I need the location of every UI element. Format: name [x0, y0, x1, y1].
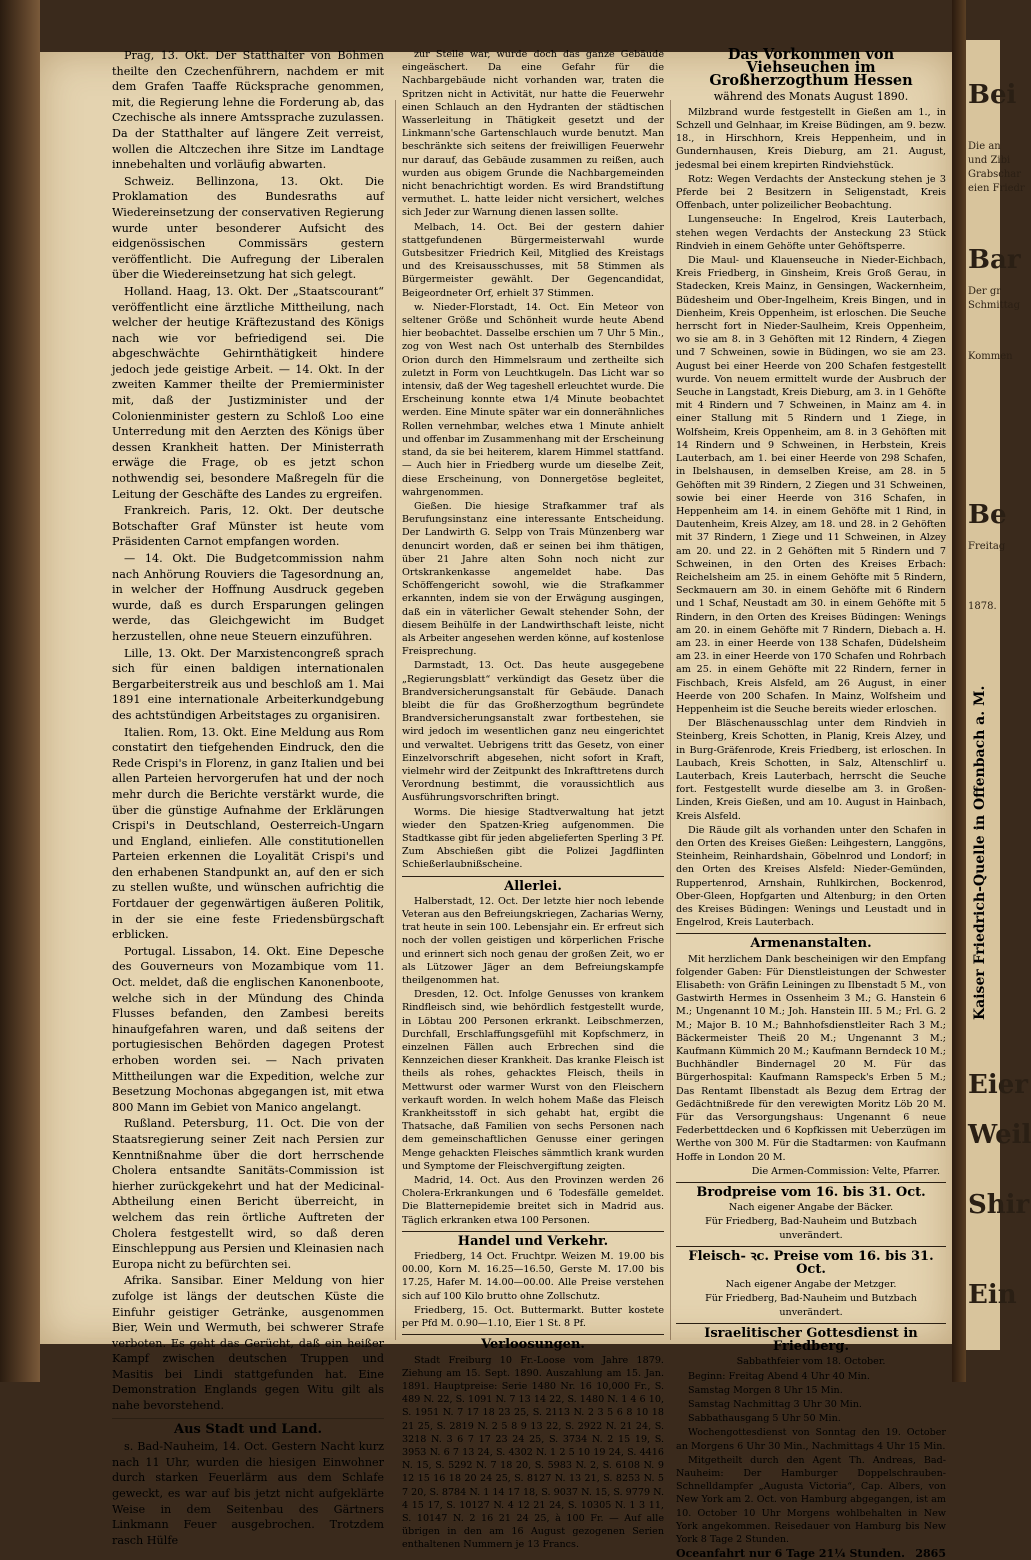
next-page-text: Weil — [968, 1120, 1031, 1150]
section-heading: Allerlei. — [402, 876, 664, 893]
article-subtitle: während des Monats August 1890. — [713, 89, 909, 103]
article-paragraph: Friedberg, 15. Oct. Buttermarkt. Butter kostete per Pfd M. 0.90—1.10, Eier 1 St. 8 Pf. — [402, 1304, 664, 1330]
article-paragraph: zur Stelle war, wurde doch das ganze Gebäude eingeäschert. Da eine Gefahr für die Nachbargebäude nicht vorhanden war, traten die Spritzen nicht in Activität, nur hatte die Feuerwehr einen Schlauch an den Hydranten der städtischen Wasserleitung in Thätigkeit gesetzt und der Linkmann'sche Gartenschlauch wurde benutzt. Man beschränkte sich seitens der freiwilligen Feuerwehr nur darauf, das Gebäude zusammen zu reißen, auch wurden aus obigem Grunde die Nachbargemeinden nicht benachrichtigt worden. Es wird Brandstiftung vermuthet. L. hatte leider nicht versichert, welches sich Jeder zur Warnung dienen lassen sollte. — [402, 49, 664, 219]
next-page-text: Be — [968, 500, 1007, 530]
article-paragraph: Friedberg, 14 Oct. Fruchtpr. Weizen M. 19.00 bis 00.00, Korn M. 16.25—16.50, Gerste M. 17.00 bis 17.25, Hafer M. 14.00—00.00. Alle Preise verstehen sich auf 100 Kilo brutto ohne Zollschutz. — [402, 1251, 664, 1302]
column-left — [112, 48, 384, 1547]
next-page-text: Der gr — [968, 286, 1002, 297]
article-title: Das Vorkommen von Viehseuchen im Großherzogthum Hessen — [709, 46, 913, 90]
section-heading: Israelitischer Gottesdienst in Friedberg. — [676, 1323, 946, 1353]
section-heading: Verloosungen. — [402, 1334, 664, 1351]
next-page-text: Die an — [968, 141, 1001, 152]
article-paragraph: Rußland. Petersburg, 11. Oct. Die von der Staatsregierung seiner Zeit nach Persien zur Kenntnißnahme über die dort herrschende Cholera entsandte Sanitäts-Commission ist hierher zurückgekehrt und hat der Medicinal-Abtheilung einen Bericht überreicht, in welchem das rein örtliche Auftreten der Cholera festgestellt wird, so daß deren Einschleppung aus Persien und Kleinasien nach Europa nicht zu befürchten sei. — [112, 1117, 384, 1271]
article-paragraph: Italien. Rom, 13. Okt. Eine Meldung aus Rom constatirt den tiefgehenden Eindruck, den die Rede Crispi's in Florenz, in ganz Italien und bei allen Parteien hervorgerufen hat und der noch mehr durch die Berichte verstärkt wurde, die über die günstige Aufnahme der Erklärungen Crispi's in Deutschland, Oesterreich-Ungarn und England, einliefen. Alle constitutionellen Parteien erkennen die Loyalität Crispi's und den erhabenen Standpunkt an, auf den er sich zu stellen wußte, und wünschen aufrichtig die Fortdauer der gegenwärtigen äußeren Politik, in der sie eine feste Friedensbürgschaft erblicken. — [112, 725, 384, 942]
section-heading: Armenanstalten. — [676, 933, 946, 950]
notice-line: Samstag Morgen 8 Uhr 15 Min. — [688, 1384, 843, 1396]
section-heading: Handel und Verkehr. — [402, 1231, 664, 1248]
signature-line: Die Armen-Commission: Velte, Pfarrer. — [751, 1165, 940, 1177]
next-page-text: Eier — [968, 1070, 1028, 1100]
page-number: 2865 — [915, 1547, 946, 1560]
article-paragraph: Darmstadt, 13. Oct. Das heute ausgegebene „Regierungsblatt“ verkündigt das Gesetz über die Brandversicherungsanstalt für Gebäude. Danach bleibt die für das Großherzogthum begründete Brandversicherungsanstalt zwar fortbestehen, sie wird jedoch im wesentlichen ganz neu eingerichtet und verwaltet. Uebrigens tritt das Gesetz, von einer Einzelvorschrift abgesehen, nicht sofort in Kraft, vielmehr wird der Zeitpunkt des Inkrafttretens durch Verordnung bestimmt, die voraussichtlich aus Ausführungsvorschriften bringt. — [402, 660, 664, 804]
article-paragraph: Lille, 13. Okt. Der Marxistencongreß sprach sich für einen baldigen internationalen Bergarbeiterstreik aus und beschloß am 1. Mai 1891 eine internationale Arbeiterkundgebung des achtstündigen Arbeitstages zu organisiren. — [112, 646, 384, 722]
article-paragraph: Schweiz. Bellinzona, 13. Okt. Die Proklamation des Bundesraths auf Wiedereinsetzung der conservativen Regierung wurde unter besonderer Aufsicht des eidgenössischen Commissärs gestern veröffentlicht. Die Aufregung der Liberalen über die Wiedereinsetzung hat sich gelegt. — [112, 174, 384, 282]
article-paragraph: Die Räude gilt als vorhanden unter den Schafen in den Orten des Kreises Gießen: Leihgestern, Langgöns, Steinheim, Reinhardshain, Göbelnrod und Londorf; in den Orten des Kreises Alsfeld: Nieder-Gemünden, Ruppertenrod, Arnshain, Ruhlkirchen, Bockenrod, Ober-Gleen, Hopfgarten und Altenburg; in den Orten des Kreises Büdingen: Wenings und Leustadt und in Engelrod, Kreis Lauterbach. — [676, 824, 946, 929]
next-page-text: Ein — [968, 1280, 1017, 1310]
article-paragraph: Melbach, 14. Oct. Bei der gestern dahier stattgefundenen Bürgermeisterwahl wurde Gutsbesitzer Friedrich Keil, Mitglied des Kreistags und des Kreisausschusses, mit 58 Stimmen als Bürgermeister gewählt. Der Gegencandidat, Beigeordneter Orf, erhielt 37 Stimmen. — [402, 221, 664, 299]
column-right — [676, 46, 947, 1560]
next-page-text: Schmittag — [968, 300, 1020, 311]
article-paragraph: Dresden, 12. Oct. Infolge Genusses von krankem Rindfleisch sind, wie behördlich festgestellt wurde, in Löbtau 200 Personen erkrankt. Leibschmerzen, Durchfall, Erschlaffungsgefühl mit Kopfschmerz, in einzelnen Fällen auch Erbrechen sind die Kennzeichen dieser Krankheit. Das kranke Fleisch ist theils als rohes, gehacktes Fleisch, theils in Mettwurst oder warmer Wurst von den Fleischern verkauft worden. In welch hohem Maße das Fleisch Krankheitsstoff in sich gehabt hat, ergibt die Thatsache, daß Familien von sechs Personen nach dem gemeinschaftlichen Genusse einer geringen Menge gehackten Fleisches sämmtlich krank wurden und Symptome der Fleischvergiftung zeigten. — [402, 989, 664, 1172]
article-paragraph: Halberstadt, 12. Oct. Der letzte hier noch lebende Veteran aus den Befreiungskriegen, Zacharias Werny, trat heute in sein 100. Lebensjahr ein. Er erfreut sich noch der vollen geistigen und körperlichen Frische und erinnert sich noch genau der großen Zeit, wo er als Lützower Jäger an dem Befreiungskampfe theilgenommen hat. — [402, 895, 664, 987]
column-divider — [670, 100, 671, 1340]
book-edge — [0, 0, 40, 1382]
article-paragraph: Madrid, 14. Oct. Aus den Provinzen werden 26 Cholera-Erkrankungen und 6 Todesfälle gemeldet. Die Blatternepidemie breitet sich in Madrid aus. Täglich erkranken etwa 100 Personen. — [402, 1175, 664, 1226]
article-paragraph: Lungenseuche: In Engelrod, Kreis Lauterbach, stehen wegen Verdachts der Ansteckung 23 Stück Rindvieh in einem Gehöfte unter Gehöftsperre. — [676, 214, 946, 252]
next-page-text: Grabschar — [968, 169, 1022, 180]
article-paragraph: w. Nieder-Florstadt, 14. Oct. Ein Meteor von seltener Größe und Schönheit wurde heute Abend hier beobachtet. Dasselbe erschien um 7 Uhr 5 Min., zog von West nach Ost unterhalb des Sternbildes Orion durch den Himmelsraum und zertheilte sich zuletzt in Form von Leuchtkugeln. Das Licht war so intensiv, daß der Weg tageshell erleuchtet wurde. Die Erscheinung konnte etwa 1/4 Minute beobachtet werden. Eine Minute später war ein donnerähnliches Rollen vernehmbar, welches etwa 1 Minute anhielt und offenbar im Zusammenhang mit der Erscheinung stand, da sie bei heiterem, klarem Himmel stattfand. — Auch hier in Friedberg wurde um dieselbe Zeit, diese Erscheinung, von Donnergetöse begleitet, wahrgenommen. — [402, 301, 664, 498]
column-middle — [402, 48, 664, 1551]
article-paragraph: Prag, 13. Okt. Der Statthalter von Böhmen theilte den Czechenführern, nachdem er mit dem Grafen Taaffe Rücksprache genommen, mit, die Regierung lehne die Forderung ab, das Czechische als innere Amtssprache zuzulassen. Da der Statthalter auf längere Zeit verreist, wollen die Altczechen ihre Sitze im Landtage innebehalten und vorläufig abwarten. — [112, 49, 384, 172]
notice-line: Sabbathfeier vom 18. October. — [736, 1356, 886, 1368]
article-paragraph: Stadt Freiburg 10 Fr.-Loose vom Jahre 1879. Ziehung am 15. Sept. 1890. Auszahlung am 15. Jan. 1891. Hauptpreise: Serie 1480 Nr. 16 10,000 Fr., S. 489 N. 22, S. 1091 N. 7 13 14 22, S. 1480 N. 1 4 6 10, S. 1951 N. 7 17 18 23 25, S. 2113 N. 2 3 5 6 8 10 18 21 25, S. 2819 N. 2 5 8 9 13 22, S. 2922 N. 21 24, S. 3218 N. 3 6 7 17 23 24 25, S. 3734 N. 2 15 19, S. 3953 N. 6 7 13 24, S. 4302 N. 1 2 5 10 19 24, S. 4416 N. 15, S. 5292 N. 7 18 20, S. 5983 N. 2, S. 6108 N. 9 12 15 16 18 20 24 25, S. 8127 N. 13 21, S. 8253 N. 5 7 20, S. 8784 N. 1 14 17 18, S. 9037 N. 15, S. 9779 N. 4 15 17, S. 10127 N. 4 12 21 24, S. 10305 N. 1 3 11, S. 10147 N. 2 16 21 24 25, à 100 Fr. — Auf alle übrigen in den am 16 August gezogenen Serien enthaltenen Nummern je 13 Francs. — [402, 1354, 664, 1551]
ocean-voyage-text: Oceanfahrt nur 6 Tage 21¼ Stunden. — [676, 1547, 905, 1560]
article-paragraph: Mitgetheilt durch den Agent Th. Andreas, Bad-Nauheim: Der Hamburger Doppelschrauben-Schnelldampfer „Augusta Victoria“, Cap. Albers, von New York am 2. Oct. von Hamburg abgegangen, ist am 10. October 10 Uhr Morgens wohlbehalten in New York angekommen. Reisedauer von Hamburg bis New York 8 Tage 2 Stunden. — [676, 1454, 946, 1545]
next-page-text: 1878. — [968, 601, 997, 612]
next-page-text: Bar — [968, 245, 1021, 275]
article-paragraph: Milzbrand wurde festgestellt in Gießen am 1., in Schzell und Gelnhaar, im Kreise Büdingen, am 9. bezw. 18., in Hirschhorn, Kreis Heppenheim, und in Gundernhausen, Kreis Dieburg, am 21. August, jedesmal bei einem krepirten Rindviehstück. — [676, 106, 946, 171]
next-page-text: Shir — [968, 1190, 1030, 1220]
notice-line: Beginn: Freitag Abend 4 Uhr 40 Min. — [688, 1370, 870, 1382]
notice-line: Wochengottesdienst von Sonntag den 19. October an Morgens 6 Uhr 30 Min., Nachmittags 4 Uhr 15 Min. — [676, 1427, 946, 1452]
article-paragraph: Der Bläschenausschlag unter dem Rindvieh in Steinberg, Kreis Schotten, in Planig, Kreis Alzey, und in Burg-Gräfenrode, Kreis Friedberg, ist erloschen. In Laubach, Kreis Schotten, in Salz, Altenschlirf u. Lauterbach, Kreis Lauterbach, herrscht die Seuche fort. Festgestellt wurde dieselbe am 3. in Großen-Linden, Kreis Gießen, und am 10. August in Hainbach, Kreis Alsfeld. — [676, 718, 946, 822]
notice-line: Für Friedberg, Bad-Nauheim und Butzbach unverändert. — [705, 1216, 917, 1241]
article-paragraph: Holland. Haag, 13. Okt. Der „Staatscourant“ veröffentlicht eine ärztliche Mittheilung, nach welcher der heutige Kräftezustand des Königs nach wie vor befriedigend sei. Die abgeschwächte Gehirnthätigkeit hindere jedoch jede geistige Arbeit. — 14. Okt. In der zweiten Kammer theilte der Premierminister mit, daß der Justizminister und der Colonienminister gestern zu Schloß Loo eine Unterredung mit den Aerzten des Königs über dessen Krankheit hatten. Der Ministerrath erwäge die Frage, ob es jetzt schon nothwendig sei, besondere Maßregeln für die Leitung der Geschäfte des Landes zu ergreifen. — [112, 284, 384, 501]
next-page-fragment — [966, 40, 1031, 1350]
next-page-text: eien Friedr — [968, 183, 1025, 194]
next-page-vertical-ad: Kaiser Friedrich-Quelle in Offenbach a. M. — [972, 685, 988, 1020]
notice-line: Für Friedberg, Bad-Nauheim und Butzbach unverändert. — [705, 1293, 917, 1318]
article-paragraph: Afrika. Sansibar. Einer Meldung von hier zufolge ist längs der deutschen Küste die Einfuhr geistiger Getränke, ausgenommen Bier, Wein und Wermuth, bei schwerer Strafe verboten. Es geht das Gerücht, daß ein heißer Kampf zwischen deutschen Truppen und Masitis bei Lindi stattgefunden hat. Eine Demonstration Englands gegen Witu gilt als nahe bevorstehend. — [112, 1274, 384, 1413]
section-heading: Aus Stadt und Land. — [112, 1418, 384, 1438]
article-paragraph: Mit herzlichem Dank bescheinigen wir den Empfang folgender Gaben: Für Dienstleistungen der Schwester Elisabeth: von Gräfin Leiningen zu Ilbenstadt 5 M., von Gastwirth Hermes in Ossenheim 3 M.; G. Hanstein 6 M.; Ungenannt 10 M.; Joh. Hanstein III. 5 M.; Frl. G. 2 M.; Major B. 10 M.; Bahnhofsdienstleiter Rach 3 M.; Bäckermeister Theiß 20 M.; Ungenannt 3 M.; Kaufmann Kümmich 20 M.; Kaufmann Berndeck 10 M.; Buchhändler Bindernagel 20 M. Für das Bürgerhospital: Kaufmann Ramspeck's Erben 5 M.; Das Rentamt Ilbenstadt als Bezug dem Ertrag der Gedächtnißrede für den verewigten Moritz Löb 20 M. Für das Versorgungshaus: Ungenannt 6 neue Federbettdecken und 6 Kopfkissen mit Ueberzügen im Werthe von 300 M. Für die Stadtarmen: von Kaufmann Hoffe in London 20 M. — [676, 953, 947, 1163]
column-divider — [395, 100, 396, 1340]
next-page-text: Bei — [968, 80, 1017, 110]
notice-line: Nach eigener Angabe der Metzger. — [725, 1279, 897, 1291]
article-paragraph: Die Maul- und Klauenseuche in Nieder-Eichbach, Kreis Friedberg, in Ginsheim, Kreis Groß Gerau, in Stadecken, Kreis Mainz, in Gensingen, Wackernheim, Büdesheim und Ober-Ingelheim, Kreis Bingen, und in Dienheim, Kreis Oppenheim, ist erloschen. Die Seuche herrscht fort in Nieder-Saulheim, Kreis Oppenheim, wo sie am 8. in 3 Gehöften mit 12 Rindern, 4 Ziegen und 7 Schweinen, sowie in Büdingen, wo sie am 23. August bei einer Heerde von 200 Schafen festgestellt wurde. Von neuem ermittelt wurde der Ausbruch der Seuche in Langstadt, Kreis Dieburg, am 3. in 1 Gehöfte mit 4 Rindern und 7 Schweinen, in Mainz am 4. in einer Stallung mit 5 Rindern und 1 Ziege, in Wolfsheim, Kreis Oppenheim, am 8. in 3 Gehöften mit 14 Rindern und 9 Schweinen, in Herbstein, Kreis Lauterbach, am 1. bei einer Heerde von 298 Schafen, in Ibelshausen, in demselben Kreise, am 28. in 5 Gehöften mit 39 Rindern, 2 Ziegen und 31 Schweinen, sowie bei einer Heerde von 316 Schafen, in Heppenheim am 14. in einem Gehöfte mit 1 Rind, in Dautenheim, Kreis Alzey, am 18. und 28. in 2 Gehöften mit 37 Rindern, 1 Ziege und 11 Schweinen, in Alzey am 20. und 22. in 2 Gehöften mit 5 Rindern und 7 Schweinen, in den Orten des Kreises Erbach: Reichelsheim am 25. in einem Gehöfte mit 5 Rindern, Seckmauern am 30. in einem Gehöfte mit 6 Rindern und 1 Schaf, Neustadt am 30. in einem Gehöfte mit 5 Rindern, in den Orten des Kreises Büdingen: Wenings am 20. in einem Gehöfte mit 7 Rindern, Diebach a. H. am 23. in einer Heerde von 138 Schafen, Düdelsheim am 23. in einer Heerde von 170 Schafen und Rohrbach am 25. in einem Gehöfte mit 22 Rindern, ferner in Fischbach, Kreis Alsfeld, am 26 August, in einer Heerde von 200 Schafen. In Mainz, Wolfsheim und Heppenheim ist die Seuche bereits wieder erloschen. — [676, 255, 946, 715]
article-paragraph: Portugal. Lissabon, 14. Okt. Eine Depesche des Gouverneurs von Mozambique vom 11. Oct. meldet, daß die englischen Kanonenboote, welche sich in der Mündung des Chinda Flusses befanden, den Zambesi bereits hinaufgefahren waren, und daß seitens der portugiesischen Behörden dagegen Protest erhoben worden sei. — Nach privaten Mittheilungen war die Expedition, welche zur Besetzung Mochonas abgegangen ist, mit etwa 800 Mann im Gebiet von Manico angelangt. — [112, 944, 384, 1114]
notice-line: Nach eigener Angabe der Bäcker. — [728, 1202, 894, 1214]
notice-line: Sabbathausgang 5 Uhr 50 Min. — [688, 1413, 841, 1425]
page-gutter — [952, 0, 966, 1382]
notice-line: Samstag Nachmittag 3 Uhr 30 Min. — [688, 1398, 862, 1410]
article-paragraph: Frankreich. Paris, 12. Okt. Der deutsche Botschafter Graf Münster ist heute vom Präsidenten Carnot empfangen worden. — [112, 504, 384, 549]
next-page-text: Kommen — [968, 351, 1013, 362]
section-heading: Brodpreise vom 16. bis 31. Oct. — [676, 1182, 946, 1199]
next-page-text: Freitag — [968, 541, 1006, 552]
article-paragraph: Rotz: Wegen Verdachts der Ansteckung stehen je 3 Pferde bei 2 Besitzern in Seligenstadt, Kreis Offenbach, unter polizeilicher Beobachtung. — [676, 173, 946, 212]
article-paragraph: Worms. Die hiesige Stadtverwaltung hat jetzt wieder den Spatzen-Krieg aufgenommen. Die Stadtkasse gibt für jeden abgelieferten Sperling 3 Pf. Zum Abschießen gibt die Polizei Jagdflinten Schießerlaubnißscheine. — [402, 806, 664, 871]
section-heading: Fleisch- ꝛc. Preise vom 16. bis 31. Oct. — [676, 1246, 946, 1276]
next-page-text: und Zibi — [968, 155, 1011, 166]
article-paragraph: Gießen. Die hiesige Strafkammer traf als Berufungsinstanz eine interessante Entscheidung. Der Landwirth G. Selpp von Trais Münzenberg war denuncirt worden, daß er seinen bei ihm thätigen, über 21 Jahre alten Sohn noch nicht zur Ortskrankenkasse angemeldet habe. Das Schöffengericht sowohl, wie die Strafkammer erkannten, indem sie von der Erwägung ausgingen, daß ein in väterlicher Gewalt stehender Sohn, der diesem Beihülfe in der Landwirthschaft leiste, nicht als Arbeiter angesehen werden könne, auf kostenlose Freisprechung. — [402, 500, 664, 658]
ocean-voyage-line — [676, 1547, 946, 1560]
article-paragraph: s. Bad-Nauheim, 14. Oct. Gestern Nacht kurz nach 11 Uhr, wurden die hiesigen Einwohner durch starken Feuerlärm aus dem Schlafe geweckt, es war auf bis jetzt nicht aufgeklärte Weise in dem Seitenbau des Gärtners Linkmann Feuer ausgebrochen. Trotzdem rasch Hülfe — [112, 1440, 384, 1547]
article-paragraph: — 14. Okt. Die Budgetcommission nahm nach Anhörung Rouviers die Tagesordnung an, in welcher der Hoffnung Ausdruck gegeben wurde, daß es durch Ersparungen gelingen werde, das Gleichgewicht im Budget herzustellen, ohne neue Steuern einzuführen. — [112, 552, 384, 643]
